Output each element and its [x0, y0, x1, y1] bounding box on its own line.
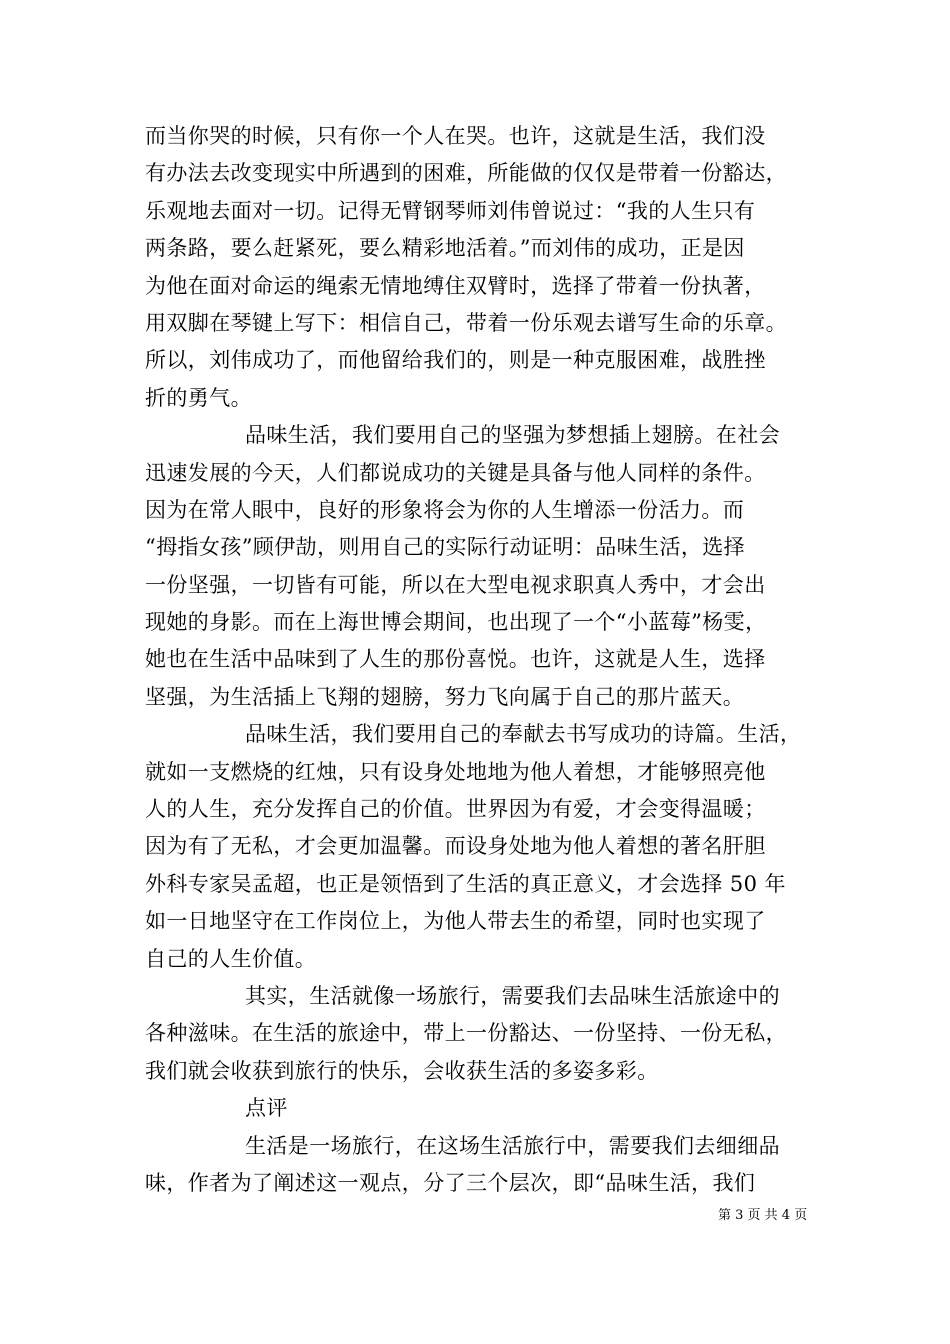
text-line: 人的人生，充分发挥自己的价值。世界因为有爱，才会变得温暖；: [145, 797, 766, 822]
text-line: 折的勇气。: [145, 385, 252, 410]
text-line: 品味生活，我们要用自己的坚强为梦想插上翅膀。在社会: [245, 423, 780, 448]
text-line: 为他在面对命运的绳索无情地缚住双臂时，选择了带着一份执著，: [145, 273, 766, 298]
text-line: 现她的身影。而在上海世博会期间，也出现了一个“小蓝莓”杨雯，: [145, 610, 767, 635]
text-line: 点评: [245, 1096, 288, 1121]
text-line: 有办法去改变现实中所遇到的困难，所能做的仅仅是带着一份豁达，: [145, 161, 787, 186]
text-line: 外科专家吴孟超，也正是领悟到了生活的真正意义，才会选择 50 年: [145, 871, 786, 896]
text-line: 生活是一场旅行，在这场生活旅行中，需要我们去细细品: [245, 1133, 780, 1158]
text-line: 她也在生活中品味到了人生的那份喜悦。也许，这就是人生，选择: [145, 647, 766, 672]
text-line: 一份坚强，一切皆有可能，所以在大型电视求职真人秀中，才会出: [145, 572, 766, 597]
text-line: 自己的人生价值。: [145, 946, 317, 971]
text-line: 我们就会收获到旅行的快乐，会收获生活的多姿多彩。: [145, 1058, 659, 1083]
text-line: 两条路，要么赶紧死，要么精彩地活着。”而刘伟的成功，正是因: [145, 236, 745, 261]
text-line: 各种滋味。在生活的旅途中，带上一份豁达、一份坚持、一份无私，: [145, 1021, 787, 1046]
text-line: “拇指女孩”顾伊劼，则用自己的实际行动证明：品味生活，选择: [145, 535, 746, 560]
text-line: 如一日地坚守在工作岗位上，为他人带去生的希望，同时也实现了: [145, 909, 766, 934]
body-text: [145, 118, 825, 1202]
text-line: 其实，生活就像一场旅行，需要我们去品味生活旅途中的: [245, 983, 780, 1008]
text-line: 因为在常人眼中，良好的形象将会为你的人生增添一份活力。而: [145, 497, 745, 522]
text-line: 就如一支燃烧的红烛，只有设身处地地为他人着想，才能够照亮他: [145, 759, 766, 784]
text-line: 坚强，为生活插上飞翔的翅膀，努力飞向属于自己的那片蓝天。: [145, 684, 745, 709]
text-line: 用双脚在琴键上写下：相信自己，带着一份乐观去谱写生命的乐章。: [145, 310, 787, 335]
text-line: 味，作者为了阐述这一观点，分了三个层次，即“品味生活，我们: [145, 1170, 756, 1195]
text-line: 品味生活，我们要用自己的奉献去书写成功的诗篇。生活，: [245, 722, 802, 747]
text-line: 乐观地去面对一切。记得无臂钢琴师刘伟曾说过：“我的人生只有: [145, 198, 756, 223]
text-line: 所以，刘伟成功了，而他留给我们的，则是一种克服困难，战胜挫: [145, 348, 766, 373]
text-line: 而当你哭的时候，只有你一个人在哭。也许，这就是生活，我们没: [145, 124, 766, 148]
page-number: 第 3 页 共 4 页: [718, 1208, 808, 1223]
text-line: 因为有了无私，才会更加温馨。而设身处地为他人着想的著名肝胆: [145, 834, 766, 859]
text-line: 迅速发展的今天，人们都说成功的关键是具备与他人同样的条件。: [145, 460, 766, 485]
